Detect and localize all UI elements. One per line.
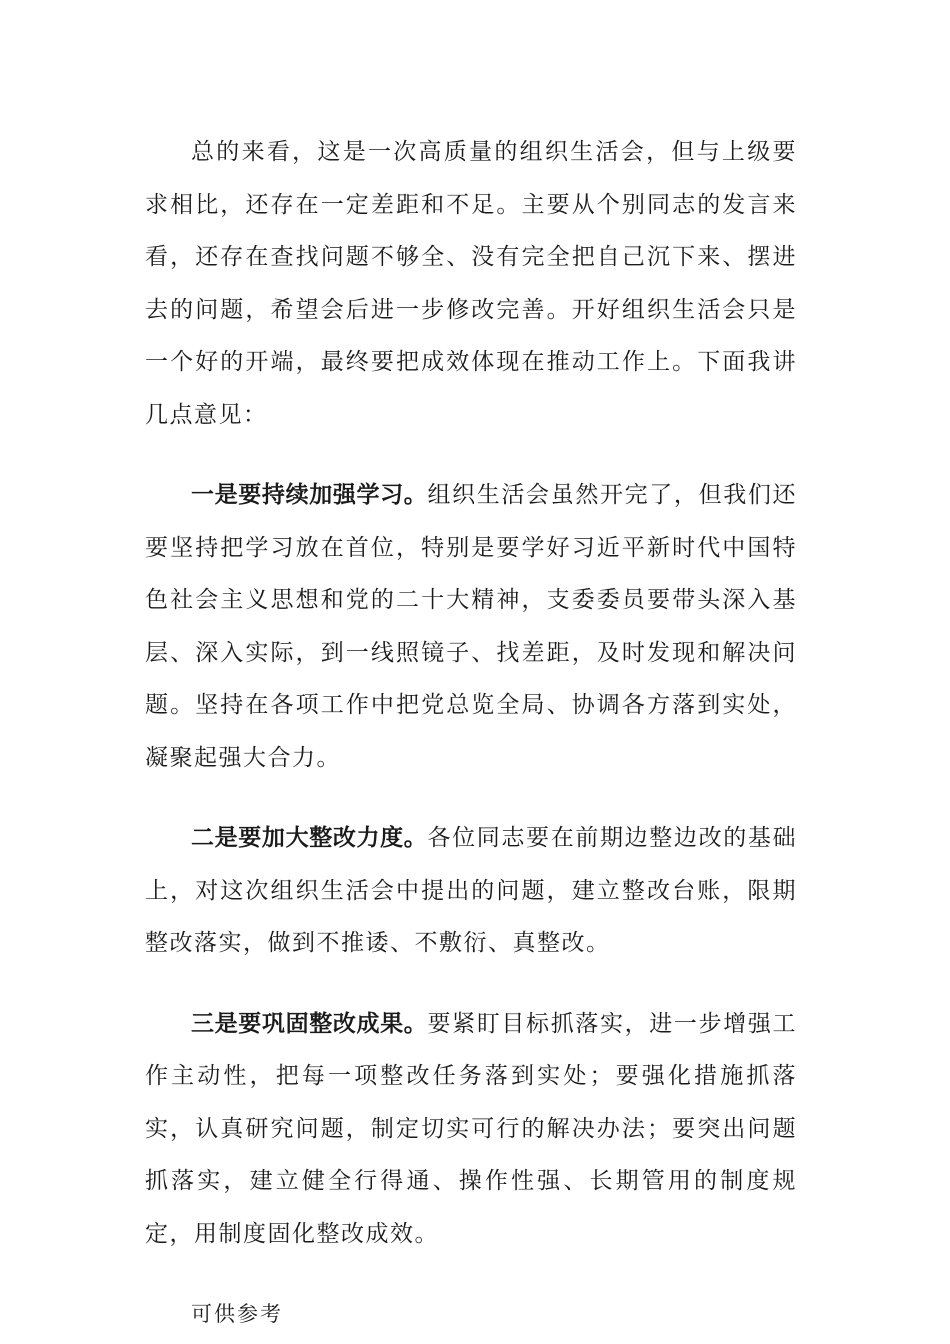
paragraph-lead: 一是要持续加强学习。 [191, 482, 428, 508]
paragraph-text: 组织生活会虽然开完了，但我们还要坚持把学习放在首位，特别是要学好习近平新时代中国特色社会主义思想和党的二十大精神，支委委员要带头深入基层、深入实际，到一线照镜子、找差距，及时发现和解决问题。坚持在各项工作中把党总览全局、协调各方落到实处，凝聚起强大合力。 [145, 482, 798, 771]
paragraph-lead: 二是要加大整改力度。 [191, 825, 428, 851]
paragraph-point-2 [145, 812, 797, 970]
paragraph-point-3 [145, 998, 797, 1261]
paragraph-text: 要紧盯目标抓落实，进一步增强工作主动性，把每一项整改任务落到实处；要强化措施抓落实，认真研究问题，制定切实可行的解决办法；要突出问题抓落实，建立健全行得通、操作性强、长期管用的制度规定，用制度固化整改成效。 [145, 1010, 798, 1247]
closing-note: 可供参考 [191, 1302, 283, 1326]
paragraph-point-1 [145, 469, 797, 784]
document-body [145, 126, 797, 1341]
paragraph-summary [145, 126, 797, 441]
paragraph-text: 总的来看，这是一次高质量的组织生活会，但与上级要求相比，还存在一定差距和不足。主要从个别同志的发言来看，还存在查找问题不够全、没有完全把自己沉下来、摆进去的问题，希望会后进一步修改完善。开好组织生活会只是一个好的开端，最终要把成效体现在推动工作上。下面我讲几点意见： [145, 139, 797, 428]
paragraph-lead: 三是要巩固整改成果。 [191, 1010, 428, 1037]
paragraph-text: 各位同志要在前期边整边改的基础上，对这次组织生活会中提出的问题，建立整改台账，限期整改落实，做到不推诿、不敷衍、真整改。 [145, 825, 798, 956]
